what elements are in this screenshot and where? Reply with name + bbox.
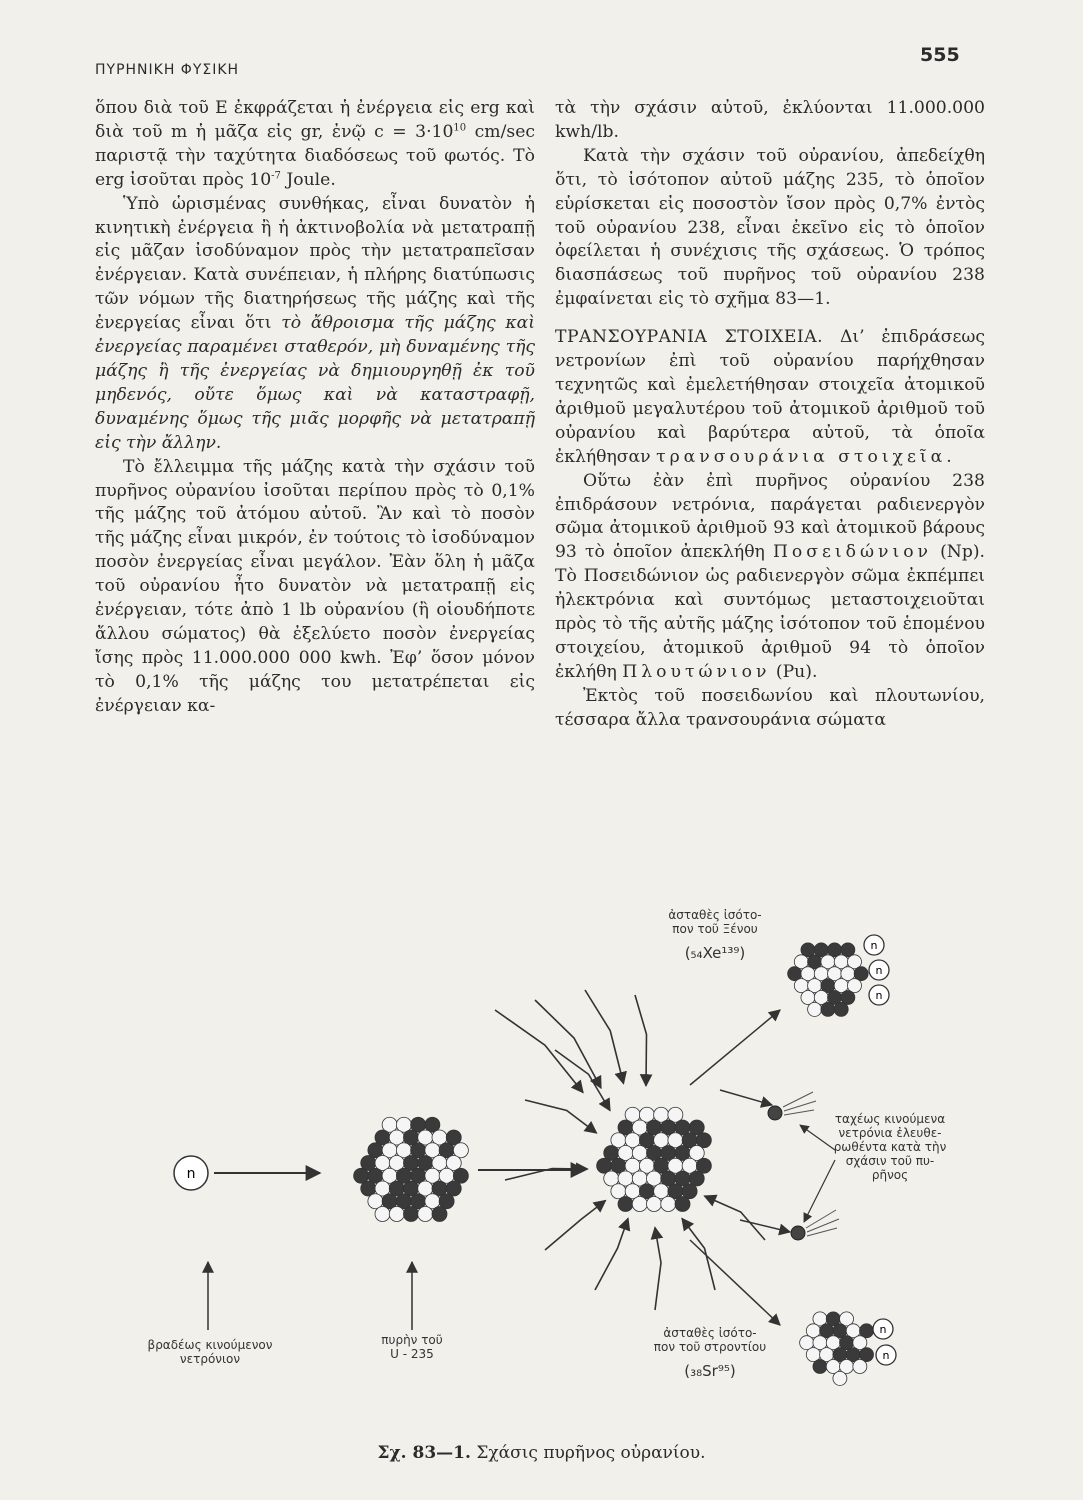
label-line: ρωθέντα κατὰ τὴν [833,1140,947,1154]
caption-text: Σχάσις πυρῆνος οὐρανίου. [470,1443,706,1463]
text-run: Δι’ ἐπιδράσεως νετρονίων ἐπὶ τοῦ οὐρανίου παρήχθησαν τεχνητῶς καὶ ἐμελετήθησαν στοιχεῖα ἀτομικοῦ ἀριθμοῦ μεγαλυτέρου τοῦ ἀτομικοῦ ἀριθμοῦ τοῦ οὐρανίου καὶ βαρύτερα αὐτοῦ, τὰ ὁποῖα ἐκλήθησαν [555,327,986,467]
right-paragraph-5: Ἐκτὸς τοῦ ποσειδωνίου καὶ πλουτωνίου, τέσσαρα ἄλλα τρανσουράνια σώματα [555,685,985,730]
emitted-neutron [876,1345,896,1365]
nucleon [853,1360,867,1374]
italic-law-statement: τὸ ἄθροισμα τῆς μάζης καὶ ἐνεργείας παραμένει σταθερόν, μὴ δυναμένης τῆς μάζης ἢ τῆς ἐνεργείας νὰ δημιουργηθῇ ἐκ τοῦ μηδενός, οὔτε ὅμως καὶ νὰ καταστραφῇ, δυναμένης ὅμως τῆς μιᾶς μορφῆς νὰ μετατραπῇ εἰς τὴν ἄλλην. [95,313,535,453]
svg-text:n: n [879,1323,887,1336]
superscript: -7 [271,169,281,181]
ray [545,1201,606,1251]
ray [655,1228,661,1311]
spaced-term: τρανσουράνια στοιχεῖα. [656,446,956,467]
fast-neutron-2 [791,1210,839,1240]
label-line: ἀσταθὲς ἰσότο- [663,1326,757,1340]
ray [595,1219,628,1291]
text-run: cm/sec παριστᾷ τὴν ταχύτητα διαδόσεως τοῦ φωτός. Τὸ erg ἰσοῦται πρὸς 10 [95,121,535,190]
ray [525,1100,597,1133]
superscript: 10 [453,122,467,134]
emitted-neutron [869,960,889,980]
nucleon [808,1002,822,1016]
ray [635,995,647,1086]
nucleon [632,1197,647,1212]
xenon-symbol: (₅₄Xe¹³⁹) [684,944,746,962]
page-number: 555 [920,44,960,66]
nucleon [833,1371,847,1385]
nucleus-label [352,1333,472,1361]
nucleon [389,1207,404,1222]
section-heading: ΤΡΑΝΣΟΥΡΑΝΙΑ ΣΤΟΙΧΕΙΑ. [555,327,824,348]
nucleon [821,1002,835,1016]
nucleon [661,1197,676,1212]
emitted-neutron [869,985,889,1005]
strontium-symbol: (₃₈Sr⁹⁵) [684,1362,736,1380]
text-run: Οὕτω ἐὰν ἐπὶ πυρῆνος οὐρανίου 238 ἐπιδράσουν νετρόνια, παράγεται ραδιενεργὸν σῶμα ἀτομικοῦ ἀριθμοῦ 93 καὶ ἀτομικοῦ βάρους 93 τὸ ὁποῖον ἀπεκλήθη [555,470,985,563]
fast-neutron-1 [768,1092,816,1120]
right-paragraph-2: Κατὰ τὴν σχάσιν τοῦ οὐρανίου, ἀπεδείχθη ὅτι, τὸ ἰσότοπον αὐτοῦ μάζης 235, τὸ ὁποῖον εὑρίσκεται εἰς ποσοστὸν ἴσον πρὸς 0,7% ἐντὸς τοῦ οὐρανίου 238, εἶναι ἐκεῖνο εἰς τὸ ὁποῖον ὀφείλεται ἡ συνέχισις τῆς σχάσεως. Ὁ τρόπος διασπάσεως τοῦ πυρῆνος τοῦ οὐρανίου 238 ἐμφαίνεται εἰς τὸ σχῆμα 83—1. [555,145,985,310]
figure-caption [0,1443,1083,1463]
text-run: (Pu). [770,661,818,682]
running-title: ΠΥΡΗΝΙΚΗ ΦΥΣΙΚΗ [95,62,240,78]
label-line: σχάσιν τοῦ πυ- [845,1154,935,1168]
nucleon [618,1197,633,1212]
right-paragraph-1: τὰ τὴν σχάσιν αὐτοῦ, ἐκλύονται 11.000.000 kwh/lb. [555,98,985,142]
svg-text:n: n [186,1166,196,1182]
svg-text:n: n [875,964,883,977]
svg-text:n: n [875,989,883,1002]
label-line: U - 235 [390,1347,434,1361]
svg-text:n: n [870,939,878,952]
label-line: πυρὴν τοῦ [381,1333,443,1347]
caption-number: Σχ. 83—1. [377,1443,471,1463]
xenon-fragment [788,943,869,1017]
spaced-term: Πλουτώνιον [622,661,771,682]
text-run: Ὑπὸ ὡρισμένας συνθήκας, εἶναι δυνατὸν ἡ κινητικὴ ἐνέργεια ἢ ἡ ἀκτινοβολία νὰ μετατραπῇ εἰς μᾶζαν ἰσοδύναμον πρὸς τὴν μετατραπεῖσαν ἐνέργειαν. Κατὰ συνέπειαν, ἡ πλήρης διατύπωσις τῶν νόμων τῆς διατηρήσεως τῆς μάζης καὶ τῆς ἐνεργείας εἶναι ὅτι [95,193,535,334]
nucleon [834,1002,848,1016]
strontium-fragment [800,1312,874,1386]
text-run: ὅπου διὰ τοῦ E ἐκφράζεται ἡ ἐνέργεια εἰς erg καὶ διὰ τοῦ m ἡ μᾶζα εἰς gr, ἐνῷ c = 3·10 [95,98,535,142]
text-run: Joule. [280,169,336,190]
nucleon [418,1207,433,1222]
text-run: (Np). Τὸ Ποσειδώνιον ὡς ραδιενεργὸν σῶμα ἐκπέμπει ἠλεκτρόνια καὶ συντόμως μεταστοιχειοῦται πρὸς τὸ τῆς αὐτῆς μάζης ἰσότοπον τοῦ ἑπομένου στοιχείου, ἀτομικοῦ ἀριθμοῦ 94 τὸ ὁποῖον ἐκλήθη [555,542,985,682]
label-line: ρῆνος [871,1168,909,1182]
emitted-neutron [864,935,884,955]
xenon-label [640,908,790,960]
ray [682,1219,715,1291]
nucleon [647,1197,662,1212]
label-line: νετρόνια ἐλευθε- [838,1126,942,1140]
nucleon [432,1207,447,1222]
ray [705,1196,766,1240]
nucleon [813,1360,827,1374]
emitted-neutron [873,1319,893,1339]
spaced-term: Ποσειδώνιον [772,542,932,563]
splitting-nucleus [597,1107,712,1211]
ray [495,1010,583,1093]
fast-neutrons-label [820,1112,960,1182]
label-line: πον τοῦ στροντίου [653,1340,767,1354]
left-paragraph-3: Τὸ ἔλλειμμα τῆς μάζης κατὰ τὴν σχάσιν τοῦ πυρῆνος οὐρανίου ἰσοῦται περίπου πρὸς τὸ 0,1% τῆς μάζης τοῦ ἀτόμου αὐτοῦ. Ἂν καὶ τὸ ποσὸν τῆς μάζης εἶναι μικρόν, ἐν τούτοις τὸ ἰσοδύναμον ποσὸν ἐνεργείας εἶναι μεγάλον. Ἐὰν ὅλη ἡ μᾶζα τοῦ οὐρανίου ἦτο δυνατὸν νὰ μετατραπῇ εἰς ἐνέργειαν, τότε ἀπὸ 1 lb οὐρανίου (ἢ οἱουδήποτε ἄλλου σώματος) θὰ ἐξελύετο ποσὸν ἐνεργείας ἴσης πρὸς 11.000.000 000 kwh. Ἐφ’ ὅσον μόνον τὸ 0,1% τῆς μάζης του μετατρέπεται εἰς ἐνέργειαν κα- [95,456,535,716]
strontium-label [625,1326,795,1378]
slow-neutron-label [130,1338,290,1366]
label-line: πον τοῦ Ξένου [672,922,758,936]
slow-neutron [174,1156,208,1190]
ray [555,1050,610,1111]
nucleon [375,1207,390,1222]
label-line: νετρόνιον [179,1352,241,1366]
u235-nucleus [354,1117,469,1221]
svg-text:n: n [882,1349,890,1362]
label-line: βραδέως κινούμενον [147,1338,273,1352]
nucleon [404,1207,419,1222]
label-line: ἀσταθὲς ἰσότο- [668,908,762,922]
label-line: ταχέως κινούμενα [834,1112,946,1126]
nucleon [675,1197,690,1212]
